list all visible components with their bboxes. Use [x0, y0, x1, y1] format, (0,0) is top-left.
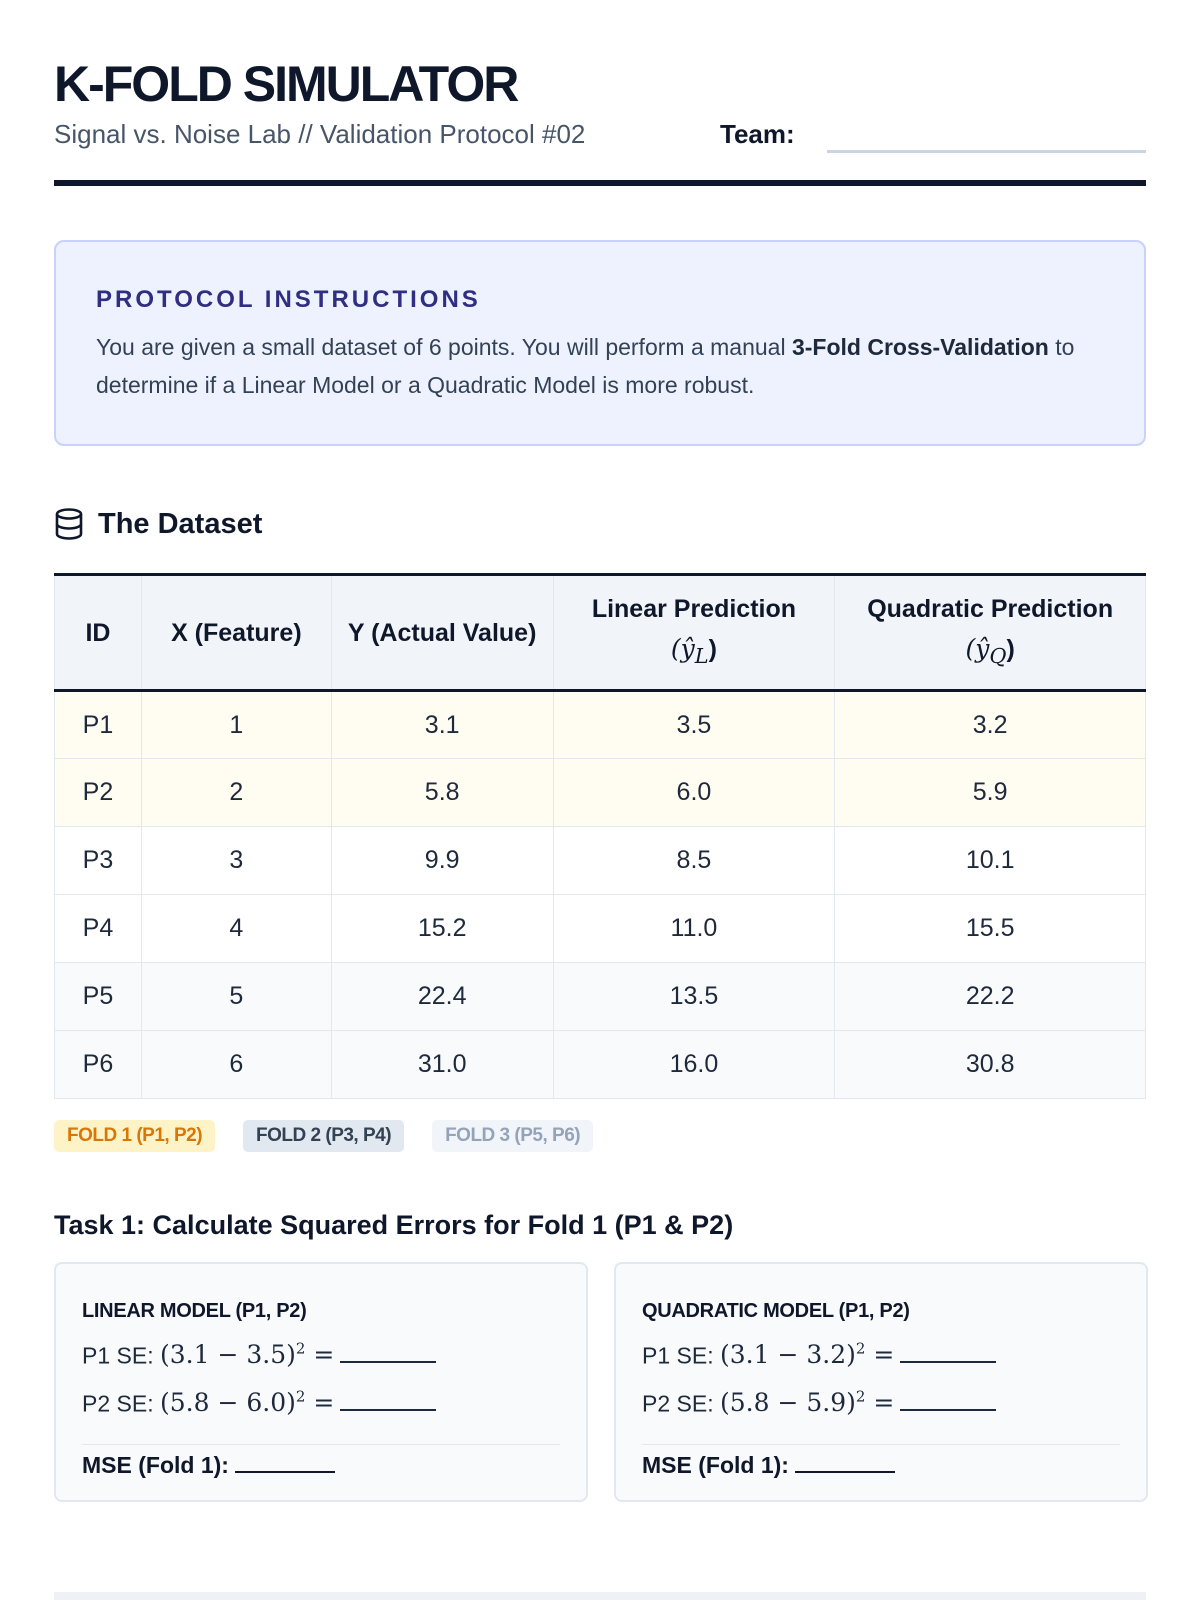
fold-3-badge: FOLD 3 (P5, P6): [432, 1120, 593, 1152]
linear-symbol: (ŷ: [670, 634, 695, 663]
instructions-text-bold: 3-Fold Cross-Validation: [791, 334, 1049, 360]
table-row: [55, 759, 1146, 827]
header-divider: [54, 180, 1146, 186]
cell-quadratic: 15.5: [835, 895, 1146, 963]
cell-id: P5: [55, 963, 142, 1031]
equals-sign: =: [873, 1340, 895, 1370]
expr-exponent: 2: [855, 1340, 866, 1358]
linear-p1-line: [82, 1340, 436, 1369]
linear-p2-answer-blank[interactable]: [340, 1409, 436, 1411]
p2-label: P2 SE:: [82, 1390, 154, 1417]
col-header-quadratic: [835, 575, 1146, 691]
dataset-heading: [54, 504, 262, 544]
col-header-x: X (Feature): [141, 575, 331, 691]
expr-base: (5.8 − 5.9): [720, 1388, 856, 1418]
cell-quadratic: 3.2: [835, 691, 1146, 759]
fold-1-badge: FOLD 1 (P1, P2): [54, 1120, 215, 1152]
team-label: Team:: [720, 119, 795, 149]
instructions-text: [96, 328, 1076, 404]
cell-quadratic: 22.2: [835, 963, 1146, 1031]
expr-base: (3.1 − 3.2): [720, 1340, 856, 1370]
linear-p2-line: [82, 1388, 436, 1417]
linear-mse-answer-blank[interactable]: [235, 1471, 335, 1473]
quadratic-mse-line: [642, 1452, 895, 1479]
cell-x: 4: [141, 895, 331, 963]
expr-base: (3.1 − 3.5): [160, 1340, 296, 1370]
col-header-linear: [553, 575, 835, 691]
p1-label: P1 SE:: [642, 1342, 714, 1369]
quadratic-p2-line: [642, 1388, 996, 1417]
cell-y: 5.8: [331, 759, 553, 827]
col-header-linear-label: Linear Prediction: [591, 595, 797, 623]
paren: ): [1006, 635, 1015, 663]
linear-card-title: LINEAR MODEL (P1, P2): [82, 1300, 307, 1322]
cell-linear: 8.5: [553, 827, 835, 895]
quadratic-mse-answer-blank[interactable]: [795, 1471, 895, 1473]
worksheet-page: [54, 0, 1146, 1600]
linear-subscript: L: [694, 644, 709, 668]
equals-sign: =: [313, 1340, 335, 1370]
database-icon: [54, 507, 84, 541]
instructions-text-part: to determine if a Linear Model or a Quadratic Model is more robust.: [96, 334, 1075, 398]
next-section-edge: [54, 1592, 1146, 1600]
cell-id: P2: [55, 759, 142, 827]
quadratic-symbol: (ŷ: [965, 634, 990, 663]
quadratic-p2-answer-blank[interactable]: [900, 1409, 996, 1411]
expr-exponent: 2: [855, 1388, 866, 1406]
expr-base: (5.8 − 6.0): [160, 1388, 296, 1418]
cell-id: P6: [55, 1031, 142, 1099]
page-subtitle: Signal vs. Noise Lab // Validation Protocol #02: [54, 119, 586, 149]
quadratic-subscript: Q: [989, 644, 1007, 668]
p1-label: P1 SE:: [82, 1342, 154, 1369]
cell-linear: 6.0: [553, 759, 835, 827]
quadratic-card-title: QUADRATIC MODEL (P1, P2): [642, 1300, 910, 1322]
cell-x: 6: [141, 1031, 331, 1099]
card-divider: [642, 1444, 1120, 1445]
p2-label: P2 SE:: [642, 1390, 714, 1417]
expr-exponent: 2: [295, 1388, 306, 1406]
cell-x: 5: [141, 963, 331, 1031]
quadratic-model-card: [614, 1262, 1148, 1502]
fold-legend: [54, 1120, 593, 1152]
table-row: [55, 1031, 1146, 1099]
p2-expression: [720, 1388, 894, 1417]
mse-label: MSE (Fold 1):: [642, 1452, 789, 1478]
cell-linear: 3.5: [553, 691, 835, 759]
task-1-title: Task 1: Calculate Squared Errors for Fold 1 (P1 & P2): [54, 1210, 734, 1240]
team-name-field[interactable]: [827, 150, 1146, 153]
col-header-quadratic-label: Quadratic Prediction: [867, 595, 1114, 623]
cell-id: P1: [55, 691, 142, 759]
table-row: [55, 963, 1146, 1031]
table-header-row: [55, 575, 1146, 691]
cell-linear: 11.0: [553, 895, 835, 963]
col-header-id: ID: [55, 575, 142, 691]
cell-y: 9.9: [331, 827, 553, 895]
cell-x: 3: [141, 827, 331, 895]
table-row: [55, 895, 1146, 963]
cell-x: 2: [141, 759, 331, 827]
cell-y: 3.1: [331, 691, 553, 759]
dataset-title: The Dataset: [98, 507, 263, 540]
cell-y: 15.2: [331, 895, 553, 963]
quadratic-p1-line: [642, 1340, 996, 1369]
linear-p1-answer-blank[interactable]: [340, 1361, 436, 1363]
paren: ): [708, 635, 717, 663]
cell-quadratic: 10.1: [835, 827, 1146, 895]
p2-expression: [160, 1388, 334, 1417]
instructions-box: [54, 240, 1146, 446]
cell-id: P3: [55, 827, 142, 895]
quadratic-p1-answer-blank[interactable]: [900, 1361, 996, 1363]
cell-x: 1: [141, 691, 331, 759]
instructions-text-part: You are given a small dataset of 6 points. You will perform a manual: [96, 334, 792, 360]
table-row: [55, 827, 1146, 895]
fold-2-badge: FOLD 2 (P3, P4): [243, 1120, 404, 1152]
linear-model-card: [54, 1262, 588, 1502]
page-title: K-FOLD SIMULATOR: [54, 56, 518, 112]
linear-mse-line: [82, 1452, 335, 1479]
p1-expression: [160, 1340, 334, 1369]
equals-sign: =: [873, 1388, 895, 1418]
cell-y: 22.4: [331, 963, 553, 1031]
equals-sign: =: [313, 1388, 335, 1418]
p1-expression: [720, 1340, 894, 1369]
cell-linear: 13.5: [553, 963, 835, 1031]
dataset-table: [54, 573, 1146, 1099]
expr-exponent: 2: [295, 1340, 306, 1358]
cell-quadratic: 5.9: [835, 759, 1146, 827]
card-divider: [82, 1444, 560, 1445]
mse-label: MSE (Fold 1):: [82, 1452, 229, 1478]
instructions-heading: PROTOCOL INSTRUCTIONS: [96, 286, 481, 313]
cell-linear: 16.0: [553, 1031, 835, 1099]
cell-quadratic: 30.8: [835, 1031, 1146, 1099]
col-header-y: Y (Actual Value): [331, 575, 553, 691]
cell-y: 31.0: [331, 1031, 553, 1099]
table-row: [55, 691, 1146, 759]
cell-id: P4: [55, 895, 142, 963]
